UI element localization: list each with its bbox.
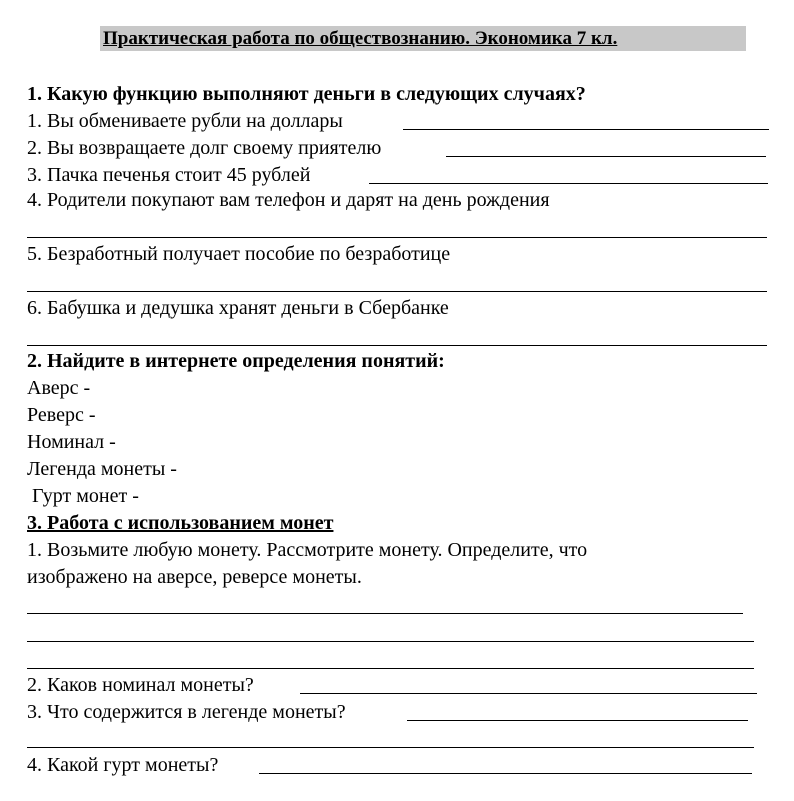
answer-line-1-2[interactable]	[446, 156, 766, 157]
page-title: Практическая работа по обществознанию. Экономика 7 кл.	[100, 26, 746, 51]
term-nominal: Номинал -	[27, 431, 116, 453]
answer-line-3-1a[interactable]	[27, 613, 743, 614]
answer-line-1-4[interactable]	[27, 237, 767, 238]
section1-heading: 1. Какую функцию выполняют деньги в следующих случаях?	[27, 83, 586, 105]
term-revers: Реверс -	[27, 404, 96, 426]
term-legend: Легенда монеты -	[27, 458, 177, 480]
answer-line-3-1b[interactable]	[27, 641, 754, 642]
question-1-1	[27, 109, 343, 133]
question-1-3	[27, 163, 310, 187]
task-3: 3. Что содержится в легенде монеты?	[27, 701, 346, 723]
task-1-line2: изображено на аверсе, реверсе монеты.	[27, 566, 362, 588]
answer-line-1-1[interactable]	[403, 129, 769, 130]
question-1-3-text: 3. Пачка печенья стоит 45 рублей	[27, 164, 311, 186]
answer-line-3-4[interactable]	[259, 773, 752, 774]
answer-line-3-1c[interactable]	[27, 668, 754, 669]
term-avers: Аверс -	[27, 377, 91, 399]
answer-line-1-3[interactable]	[369, 183, 768, 184]
task-4: 4. Какой гурт монеты?	[27, 754, 219, 776]
question-1-1-text: 1. Вы обмениваете рубли на доллары	[27, 110, 343, 132]
question-1-2-text: 2. Вы возвращаете долг своему приятелю	[27, 137, 382, 159]
answer-line-1-5[interactable]	[27, 291, 767, 292]
answer-line-3-3b[interactable]	[27, 747, 754, 748]
answer-line-1-6[interactable]	[27, 345, 767, 346]
section2-heading: 2. Найдите в интернете определения понятий:	[27, 350, 445, 372]
question-1-4: 4. Родители покупают вам телефон и дарят на день рождения	[27, 189, 550, 211]
task-2: 2. Каков номинал монеты?	[27, 674, 254, 696]
question-1-2	[27, 136, 381, 160]
task-1-line1: 1. Возьмите любую монету. Рассмотрите монету. Определите, что	[27, 539, 588, 561]
answer-line-3-3[interactable]	[407, 720, 748, 721]
question-1-6: 6. Бабушка и дедушка хранят деньги в Сбербанке	[27, 297, 449, 319]
question-1-5: 5. Безработный получает пособие по безработице	[27, 243, 451, 265]
answer-line-3-2[interactable]	[300, 693, 757, 694]
term-gurt: Гурт монет -	[27, 485, 139, 507]
section3-heading: 3. Работа с использованием монет	[27, 512, 334, 534]
